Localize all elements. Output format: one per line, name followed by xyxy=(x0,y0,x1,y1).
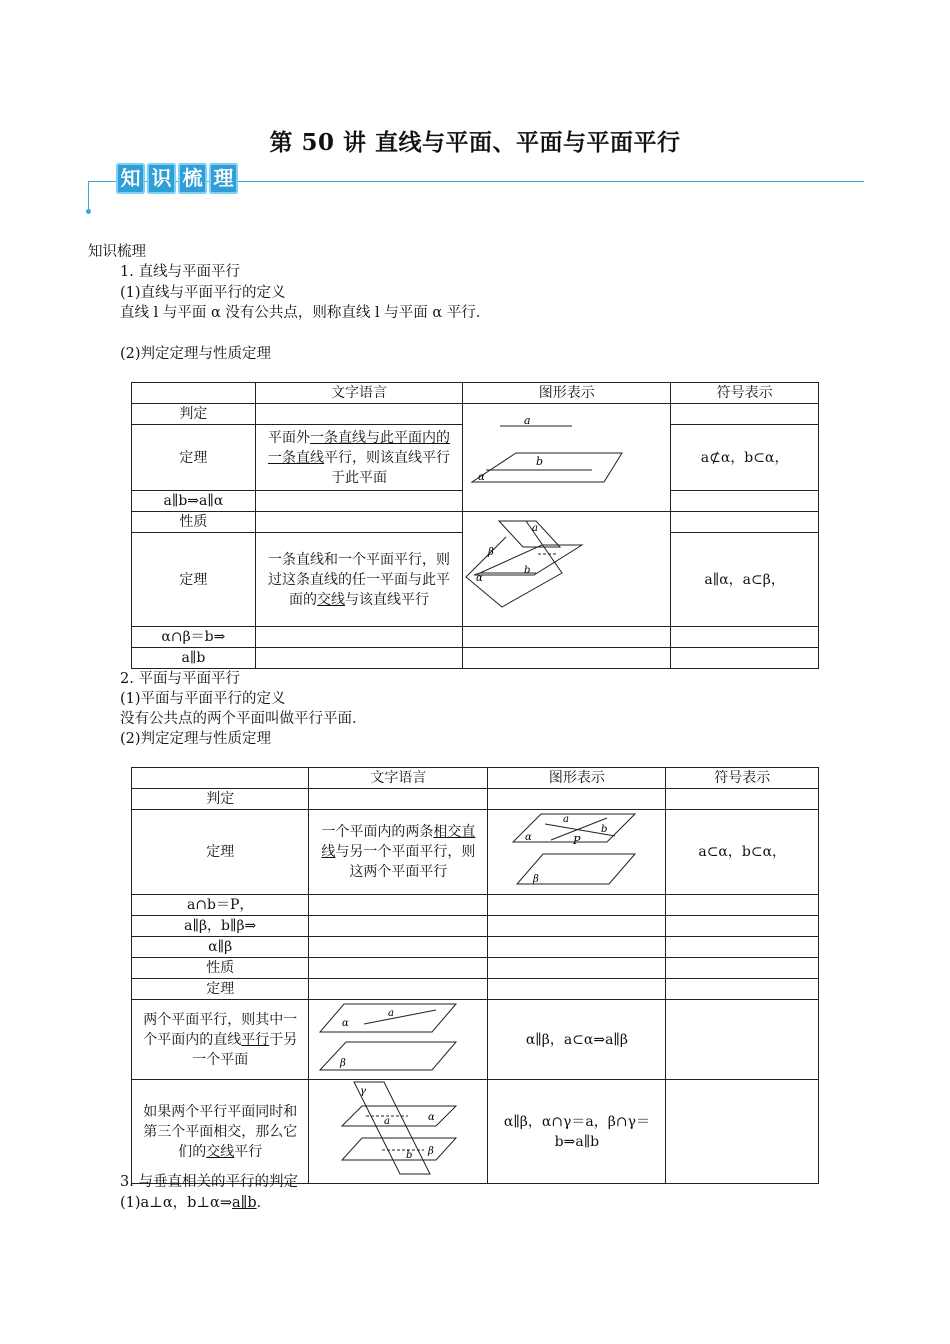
label-b: b xyxy=(535,454,543,468)
row-label: 定理 xyxy=(132,533,256,627)
table-plane-plane xyxy=(131,767,819,1184)
row-label: 判定 xyxy=(132,789,309,810)
s2-def-heading: (1)平面与平面平行的定义 xyxy=(120,691,286,707)
plane-judge-conclusion: a∩b＝P， xyxy=(132,895,309,916)
banner-char: 梳 xyxy=(178,163,207,194)
plane-judge-symbol: a⊂α，b⊂α， xyxy=(666,810,819,895)
label-beta: β xyxy=(340,1058,347,1069)
row-label: 判定 xyxy=(132,404,256,425)
s1-thm-heading: (2)判定定理与性质定理 xyxy=(120,346,272,362)
banner-dot xyxy=(86,209,91,214)
label-a: a xyxy=(562,814,569,825)
table-line-plane xyxy=(131,382,819,669)
label-b: b xyxy=(600,824,608,835)
plane-judge-conclusion: α∥β xyxy=(132,937,309,958)
banner-rule-vertical xyxy=(88,181,89,211)
plane-prop2-text: 如果两个平行平面同时和第三个平面相交，那么它们的交线平行 xyxy=(132,1080,309,1184)
s2-thm-heading: (2)判定定理与性质定理 xyxy=(120,731,272,747)
plane-plane-prop2-figure xyxy=(310,1080,486,1177)
judge-symbol: a⊄α，b⊂α， xyxy=(671,425,819,491)
label-beta: β xyxy=(532,874,539,885)
label-beta: β xyxy=(428,1146,435,1157)
prop-text: 一条直线和一个平面平行，则过这条直线的任一平面与此平面的交线与该直线平行 xyxy=(255,533,462,627)
prop-symbol: a∥α，a⊂β， xyxy=(671,533,819,627)
line-plane-judge-figure xyxy=(464,418,670,492)
row-label: 定理 xyxy=(132,810,309,895)
s1-def-heading: (1)直线与平面平行的定义 xyxy=(120,285,286,301)
label-a: a xyxy=(531,523,538,534)
s3-heading: 3. 与垂直相关的平行的判定 xyxy=(120,1174,298,1190)
plane-prop2-symbol: α∥β，α∩γ＝a，β∩γ＝b⇒a∥b xyxy=(488,1080,666,1184)
label-a: a xyxy=(384,1116,391,1127)
banner-char: 理 xyxy=(209,163,238,194)
judge-conclusion: a∥b⇒a∥α xyxy=(132,491,256,512)
label-beta: β xyxy=(487,547,494,558)
s2-heading: 2. 平面与平面平行 xyxy=(120,671,240,687)
section-label: 知识梳理 xyxy=(88,244,146,260)
label-alpha: α xyxy=(477,471,485,483)
prop-conclusion: α∩β＝b⇒ xyxy=(132,627,256,648)
table-header: 图形表示 xyxy=(463,383,671,404)
plane-plane-judge-figure xyxy=(489,810,665,888)
label-alpha: α xyxy=(342,1018,350,1029)
label-b: b xyxy=(406,1150,413,1161)
plane-judge-conclusion: a∥β，b∥β⇒ xyxy=(132,916,309,937)
s2-def-text: 没有公共点的两个平面叫做平行平面． xyxy=(120,711,367,727)
label-alpha: α xyxy=(428,1112,436,1123)
line-plane-prop-figure xyxy=(464,519,670,613)
table-header: 符号表示 xyxy=(671,383,819,404)
page-title: 第 50 讲 直线与平面、平面与平面平行 xyxy=(269,129,681,156)
section-banner xyxy=(116,163,238,194)
table-header xyxy=(132,383,256,404)
plane-judge-text: 一个平面内的两条相交直线与另一个平面平行，则这两个平面平行 xyxy=(309,810,488,895)
banner-char: 知 xyxy=(116,163,145,194)
judge-text: 平面外一条直线与此平面内的一条直线平行，则该直线平行于此平面 xyxy=(255,425,462,491)
table-header: 文字语言 xyxy=(309,768,488,789)
prop-conclusion: a∥b xyxy=(132,648,256,669)
table-header: 文字语言 xyxy=(255,383,462,404)
banner-char: 识 xyxy=(147,163,176,194)
row-label: 定理 xyxy=(132,979,309,1000)
table-header: 图形表示 xyxy=(488,768,666,789)
table-header xyxy=(132,768,309,789)
label-alpha: α xyxy=(475,573,483,584)
row-label: 性质 xyxy=(132,512,256,533)
label-a: a xyxy=(388,1008,395,1019)
plane-prop1-text: 两个平面平行，则其中一个平面内的直线平行于另一个平面 xyxy=(132,1000,309,1080)
label-P: P xyxy=(572,834,581,847)
plane-plane-prop1-figure xyxy=(310,1000,486,1073)
label-a: a xyxy=(523,417,531,427)
plane-prop1-symbol: α∥β，a⊂α⇒a∥β xyxy=(488,1000,666,1080)
row-label: 性质 xyxy=(132,958,309,979)
table-header: 符号表示 xyxy=(666,768,819,789)
s1-def-text: 直线 l 与平面 α 没有公共点，则称直线 l 与平面 α 平行． xyxy=(120,305,491,321)
s1-heading: 1. 直线与平面平行 xyxy=(120,264,240,280)
label-gamma: γ xyxy=(360,1086,367,1097)
label-alpha: α xyxy=(524,832,532,843)
label-b: b xyxy=(523,565,531,576)
row-label: 定理 xyxy=(132,425,256,491)
s3-item: (1)a⊥α，b⊥α⇒a∥b． xyxy=(120,1195,272,1211)
